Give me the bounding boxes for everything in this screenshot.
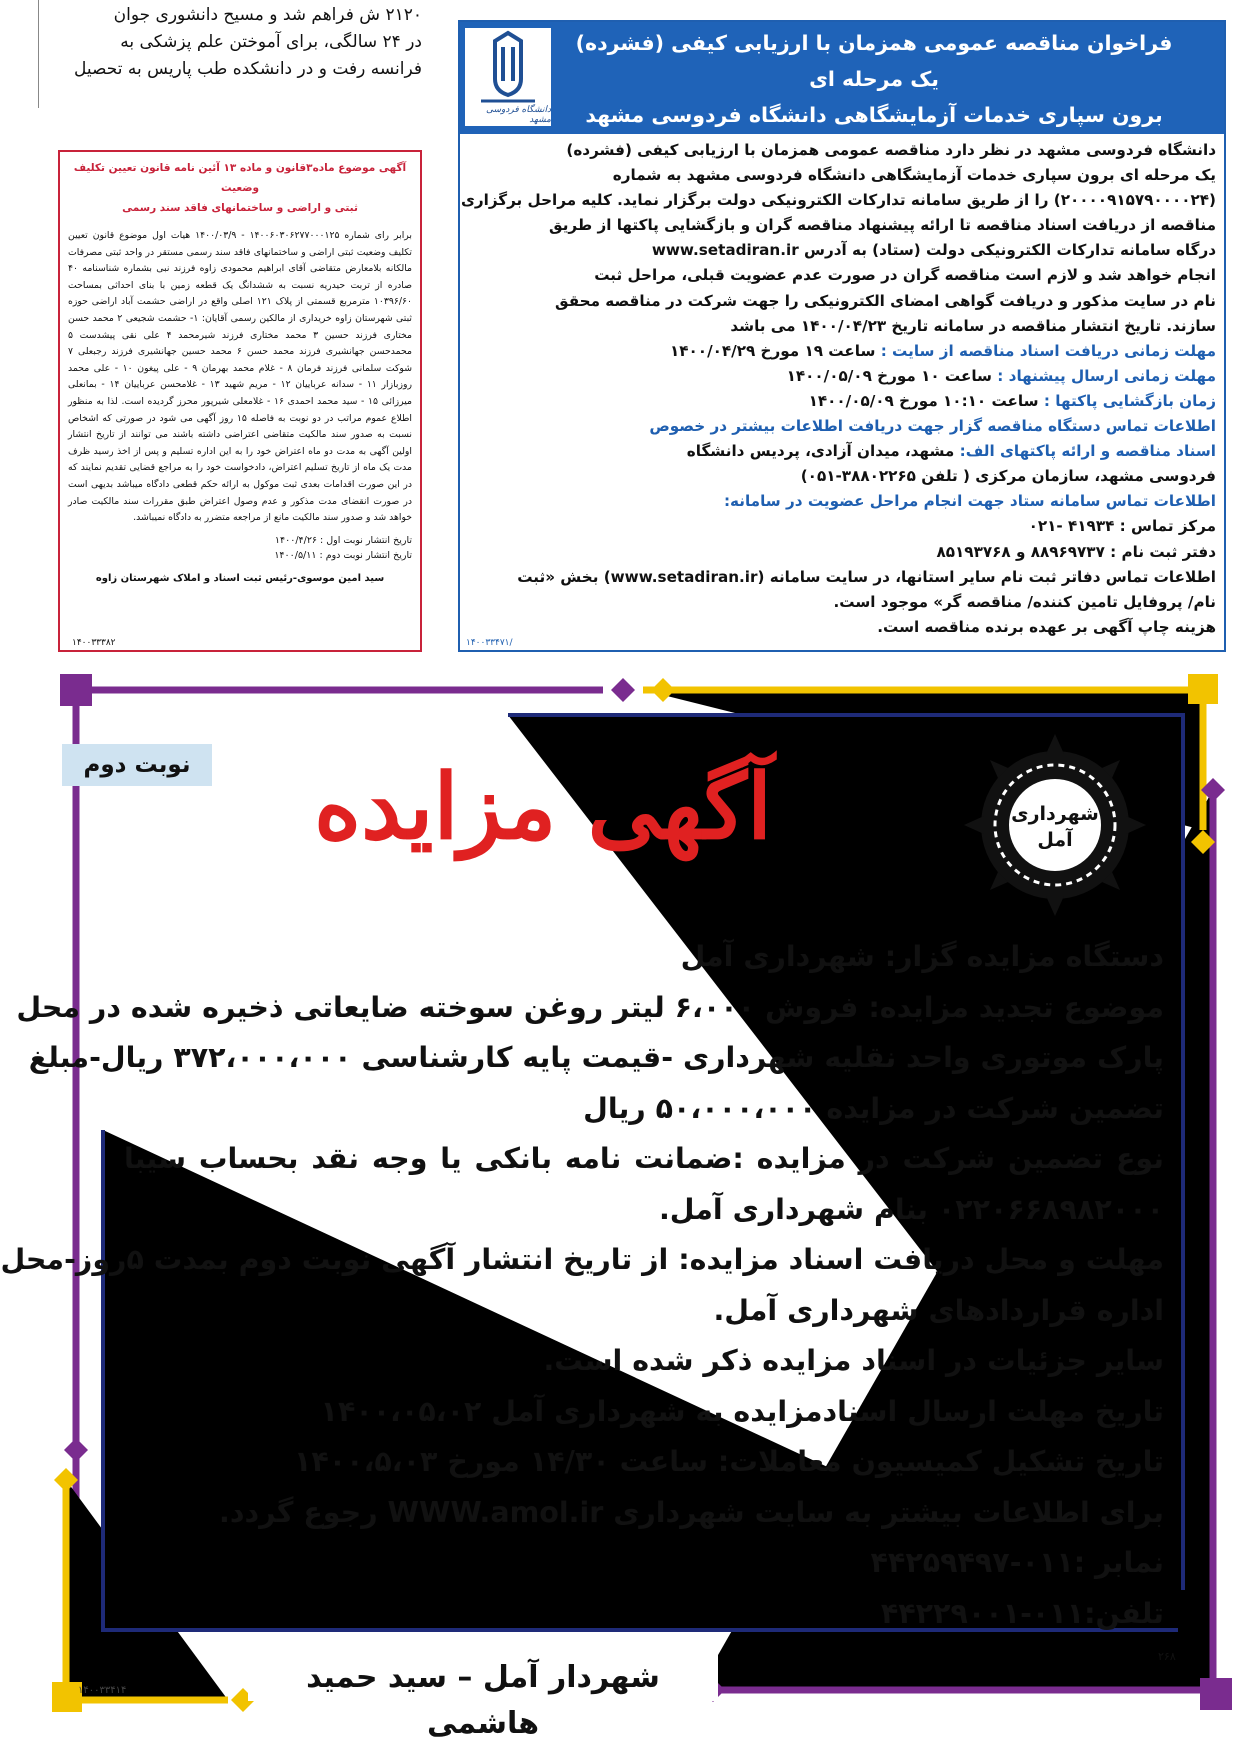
registry-office: دفتر ثبت نام : ۸۸۹۶۹۷۳۷ و ۸۵۱۹۳۷۶۸ [936,542,1216,561]
auction-line: تاریخ مهلت ارسال اسنادمزایده به شهرداری آمل ۱۴۰۰،۰۵،۰۲ [320,1394,1164,1428]
auction-line: تاریخ تشکیل کمیسیون معاملات: ساعت ۱۴/۳۰ مورخ ۱۴۰۰،۵،۰۳ [293,1445,1164,1478]
setad-label: اطلاعات تماس سامانه ستاد جهت انجام مراحل عضویت در سامانه: [723,492,1216,511]
article-line: فرانسه رفت و در دانشکده طب پاریس به تحصیل [74,59,422,79]
frame-diamond [64,1438,88,1462]
registry-notice-signature: سید امین موسوی-رئیس ثبت اسناد و املاک شهرستان زاوه [95,572,385,584]
registry-notice-dates: تاریخ انتشار نوبت اول : ۱۴۰۰/۴/۲۶ تاریخ انتشار نوبت دوم : ۱۴۰۰/۵/۱۱ [274,534,412,561]
deadline-docs: مهلت زمانی دریافت اسناد مناقصه از سایت : ساعت ۱۹ مورخ ۱۴۰۰/۰۴/۲۹ [669,341,1216,360]
registry-notice-title: آگهی موضوع ماده۳قانون و ماده ۱۳ آئین نامه قانون تعیین تکلیف وضعیت ثبتی و اراضی و ساختمانهای فاقد سند رسمی [73,162,407,214]
ad-code: ۱۴۰۰۳۳۴۱۴ [78,1685,127,1696]
page-number: ۲۶۸ [1158,1650,1176,1663]
second-round-badge: نوبت دوم [62,744,212,786]
tender-line: انجام خواهد شد و لازم است مناقصه گران در صورت عدم عضویت قبلی، مراحل ثبت [594,266,1216,285]
tender-line: (۲۰۰۰۰۹۱۵۷۹۰۰۰۰۲۴) را از طریق سامانه تدارکات الکترونیکی دولت برگزار نماید. کلیه مراحل برگزاری [460,191,1216,210]
frame-diamond [651,678,675,702]
university-emblem-icon [473,29,543,105]
contact-line: اسناد مناقصه و ارائه پاکتهای الف: مشهد، میدان آزادی، پردیس دانشگاه [686,442,1216,461]
auction-line: مهلت و محل دریافت اسناد مزایده: از تاریخ انتشار آگهی نوبت دوم بمدت ۵روز-محل [0,1243,1164,1276]
registry-notice-body: برابر رای شماره ۱۴۰۰۶۰۳۰۶۲۷۷۰۰۰۱۲۵ - ۱۴۰۰/۰۳/۹ هیات اول موضوع قانون تعیین تکلیف وضعیت ثبتی اراضی و ساختمانهای فاقد سند رسمی مستقر در واحد ثبتی مصرفات مالکانه بلامعارض متقاضی آقای ابراهیم محمودی زاوه فرزند نبی بشماره شناسنامه ۴۰ صادره از تربت حیدریه نسبت به ششدانگ یک قطعه زمین با بنای احداثی بمساحت ۱۰۳۹۶/۶۰ مترمربع قسمتی از پلاک ۱۲۱ اصلی واقع در اراضی حشمت آباد اراضی حوزه ثبتی شهرستان زاوه خریداری از مالکین رسمی آقایان: ۱- حشمت شجیعی ۲ محمد حسن مختاری فرزند حسین ۳ محمد مختاری فرزند شیرمحمد ۴ علی نقی پیشدست ۵ محمدحسن جهانشیری فرزند محمد حسن ۶ محمد حسین جهانشیری فرزند رجبعلی ۷ شوکت سلمانی فرزند فرمان ۸ - غلام محمد بهرمان ۹ - علی پیغون ۱۰ - علی محمد روزبازار ۱۱ - سدانه عرباییان ۱۲ - مریم شهید ۱۳ - غلامحسن عرباییان ۱۴ - بمانعلی میرزائی ۱۵ - سید محمد احمدی ۱۶ - غلامعلی شیرپور محرز گردیده است. لذا به منظور اطلاع عموم مراتب در دو نوبت به فاصله ۱۵ روز آگهی می شود در صورتی که اشخاص نسبت به صدور سند مالکیت متقاضی اعتراضی داشته باشند می توانند از تاریخ انتشار اولین آگهی به مدت دو ماه اعتراض خود را به این اداره تسلیم و پس از اخذ رسید ظرف مدت یک ماه از تاریخ تسلیم اعتراض، دادخواست خود را به مراجع قضایی تقدیم نمایند که در این صورت اقدامات بعدی ثبت موکول به ارائه حکم قطعی دادگاه میباشد بدیهی است در صورت انقضای مدت مذکور و عدم وصول اعتراض طبق مقررات سند مالکیت صادر خواهد شد و صدور سند مالکیت مانع از مراجعه متضرر به دادگاه نمیباشد. [68,230,412,524]
tender-line: درگاه سامانه تدارکات الکترونیکی دولت (ستاد) به آدرس www.setadiran.ir [651,241,1216,260]
tender-line: دانشگاه فردوسی مشهد در نظر دارد مناقصه عمومی همزمان با ارزیابی کیفی (فشرده) [566,141,1216,159]
municipality-seal [960,730,1150,920]
auction-title: آگهی مزایده [314,754,772,860]
tender-notice [458,20,1226,652]
tender-line: نام در سایت مذکور و دریافت گواهی امضای الکترونیکی را جهت شرکت در مناقصه محقق [555,291,1216,310]
deadline-offer: مهلت زمانی ارسال پیشنهاد : ساعت ۱۰ مورخ ۱۴۰۰/۰۵/۰۹ [786,366,1216,385]
registry-notice-code: ۱۴۰۰۳۳۳۸۲ [72,638,116,648]
article-line: در ۲۴ سالگی، برای آموختن علم پزشکی به [120,32,422,52]
tender-header [460,22,1224,134]
university-logo [464,27,552,127]
tender-line: مناقصه از دریافت اسناد مناقصه تا ارائه پیشنهاد مناقصه گران و بازگشایی پاکتها از طریق [549,216,1216,235]
auction-line: اداره قراردادهای شهرداری آمل. [713,1293,1164,1327]
registry-notice [58,150,422,652]
cost-line: هزینه چاپ آگهی بر عهده برنده مناقصه است. [877,617,1216,636]
frame-diamond [611,678,635,702]
article-line: ۲۱۲۰ ش فراهم شد و مسیح دانشوری جوان [113,5,422,25]
auction-line: نوع تضمین شرکت در مزایده :ضمانت نامه بانکی یا وجه نقد بحساب سیبا [124,1142,1164,1175]
phone-line: تلفن:۰۱۱-۴۴۲۲۹۰۰۱ [880,1596,1164,1630]
website-line: برای اطلاعات بیشتر به سایت شهرداری WWW.amol.ir رجوع گردد. [219,1495,1164,1529]
tender-title-line3: برون سپاری خدمات آزمایشگاهی دانشگاه فردوسی مشهد [585,103,1163,127]
fax-line: نمابر :۰۱۱-۴۴۲۵۹۴۹۷ [870,1546,1164,1579]
contact-line: فردوسی مشهد، سازمان مرکزی ( تلفن ۳۸۸۰۲۲۶۵-۰۵۱) [800,467,1216,486]
auction-line: دستگاه مزایده گزار: شهرداری آمل [680,940,1164,973]
mayor-signature: شهردار آمل – سید حمید هاشمی [248,1655,718,1701]
corner-square [60,674,92,706]
auction-line: سایر جزئیات در اسناد مزایده ذکر شده است. [543,1344,1164,1377]
university-logo-text: دانشگاه فردوسی مشهد [486,105,551,125]
corner-square [1200,1678,1232,1710]
opening-time: زمان بازگشایی پاکتها : ساعت ۱۰:۱۰ مورخ ۱۴۰۰/۰۵/۰۹ [808,391,1216,410]
tender-line: یک مرحله ای برون سپاری خدمات آزمایشگاهی دانشگاه فردوسی مشهد به شماره [612,166,1216,185]
auction-line: پارک موتوری واحد نقلیه شهرداری -قیمت پایه کارشناسی ۳۷۲،۰۰۰،۰۰۰ ریال-مبلغ [28,1041,1164,1074]
call-center: مرکز تماس : ۴۱۹۳۴ -۰۲۱ [1028,517,1216,536]
auction-line: تضمین شرکت در مزایده ۵۰،۰۰۰،۰۰۰ ریال [583,1091,1164,1125]
tender-line: سازند. تاریخ انتشار مناقصه در سامانه تاریخ ۱۴۰۰/۰۴/۲۳ می باشد [730,316,1216,335]
auction-body [0,932,1164,1639]
article-fragment [38,0,422,108]
auction-line: موضوع تجدید مزایده: فروش ۶،۰۰۰ لیتر روغن سوخته ضایعاتی ذخیره شده در محل [16,990,1164,1024]
municipality-seal-icon [960,730,1150,920]
tender-title-line2: یک مرحله ای [809,67,939,91]
tender-code: ۱۴۰۰۳۳۴۷۱/ [466,638,513,648]
contact-line: اطلاعات تماس دستگاه مناقصه گزار جهت دریافت اطلاعات بیشتر در خصوص [649,417,1216,436]
seal-text-line2: آمل [1037,829,1073,851]
info-line: نام/ پروفایل تامین کننده/ مناقصه گر» موجود است. [833,592,1216,611]
auction-line: ۰۲۲۰۶۶۸۹۸۲۰۰۰ بنام شهرداری آمل. [658,1192,1164,1226]
seal-text-line1: شهرداری [1011,803,1099,825]
tender-title-line1: فراخوان مناقصه عمومی همزمان با ارزیابی کیفی (فشرده) [575,31,1173,55]
corner-square [1188,674,1218,704]
info-line: اطلاعات تماس دفاتر ثبت نام سایر استانها، در سایت سامانه (www.setadiran.ir) بخش «ثبت [517,567,1216,586]
tender-body [460,138,1216,640]
